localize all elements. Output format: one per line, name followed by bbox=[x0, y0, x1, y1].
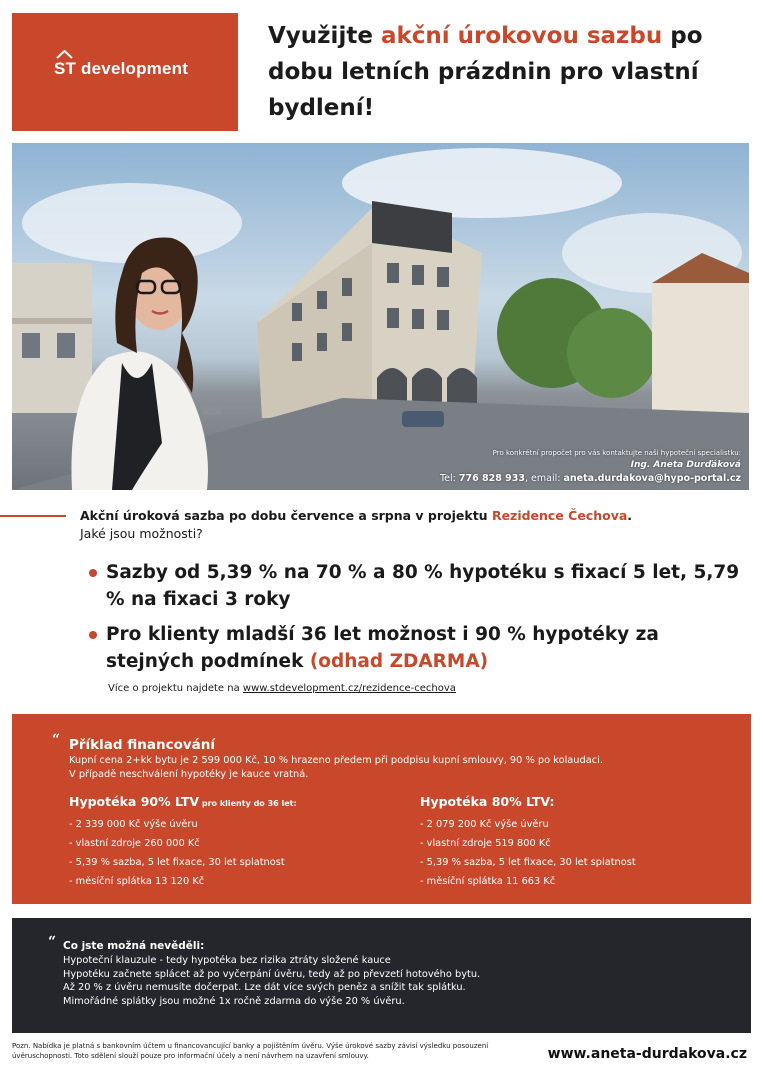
footnote: Pozn. Nabídka je platná s bankovním účtem u financovancující banky a pojištěním úvěru. Výše úrokové sazby závisí výsledku posouzení úvěruschopnosti. Toto sdělení slouží pouze pro informační účely a není návrhem na uzavření smlouvy. bbox=[12, 1042, 489, 1060]
hero-contact bbox=[440, 449, 741, 484]
contact-note: Pro konkrétní propočet pro vás kontaktujte naši hypoteční specialistku: bbox=[492, 449, 741, 457]
example-line1: Kupní cena 2+kk bytu je 2 599 000 Kč, 10 % hrazeno předem při podpisu kupní smlouvy, 90 % po kolaudaci. bbox=[69, 755, 603, 766]
contact-line bbox=[440, 473, 741, 484]
accent-rule bbox=[0, 515, 66, 517]
intro-bold: Akční úroková sazba po dobu července a srpna v projektu bbox=[80, 508, 492, 523]
bullet-text: Sazby od 5,39 % na 70 % a 80 % hypotéku s fixací 5 let, 5,79 % na fixaci 3 roky bbox=[106, 562, 740, 610]
list-item: Až 20 % z úvěru nemusíte dočerpat. Lze dát více svých peněz a snížit tak splátku. bbox=[63, 982, 466, 993]
bullet-dot bbox=[89, 569, 97, 577]
phone-label: Tel: bbox=[439, 473, 459, 484]
list-item: - vlastní zdroje 519 800 Kč bbox=[420, 838, 551, 849]
list-item: Hypoteční klauzule - tedy hypotéka bez rizika ztráty složené kauce bbox=[63, 955, 391, 966]
financing-example bbox=[12, 714, 751, 904]
phone-number[interactable]: 776 828 933 bbox=[458, 473, 525, 484]
email-label: , email: bbox=[524, 473, 564, 484]
list-item: - vlastní zdroje 260 000 Kč bbox=[69, 838, 200, 849]
logo-box bbox=[12, 13, 238, 131]
example-title: Příklad financování bbox=[69, 737, 216, 753]
headline bbox=[268, 18, 738, 126]
house-roof-icon bbox=[56, 50, 73, 59]
headline-part2: po dobu letních prázdnin pro vlastní bydlení! bbox=[268, 23, 703, 121]
quote-icon: “ bbox=[52, 732, 61, 748]
hero-image bbox=[12, 143, 749, 490]
bullet-item bbox=[89, 621, 749, 675]
list-item: - 2 079 200 Kč výše úvěru bbox=[420, 819, 549, 830]
intro-dot: . bbox=[627, 508, 633, 523]
intro bbox=[80, 507, 740, 543]
bullet-text: Pro klienty mladší 36 let možnost i 90 % hypotéky za stejných podmínek bbox=[106, 624, 659, 672]
list-item: - 5,39 % sazba, 5 let fixace, 30 let splatnost bbox=[69, 857, 285, 868]
did-you-know-title: Co jste možná nevěděli: bbox=[63, 940, 205, 952]
building-photo-illustration bbox=[12, 143, 749, 490]
mortgage-90-title bbox=[69, 794, 399, 809]
list-item: - 5,39 % sazba, 5 let fixace, 30 let splatnost bbox=[420, 857, 636, 868]
project-link[interactable]: www.stdevelopment.cz/rezidence-cechova bbox=[242, 683, 456, 694]
list-item: - měsíční splátka 13 120 Kč bbox=[69, 876, 205, 887]
bullet-dot bbox=[89, 631, 97, 639]
headline-part1: Využijte bbox=[268, 23, 381, 49]
mortgage-80-column bbox=[420, 794, 750, 891]
bullet-list bbox=[89, 559, 749, 683]
intro-question: Jaké jsou možnosti? bbox=[80, 526, 203, 541]
footer-website-link[interactable]: www.aneta-durdakova.cz bbox=[547, 1046, 747, 1062]
did-you-know-list bbox=[63, 954, 743, 1008]
example-text bbox=[69, 754, 729, 782]
contact-name: Ing. Aneta Durďáková bbox=[630, 460, 741, 470]
bullet-item bbox=[89, 559, 749, 613]
list-item: Hypotéku začnete splácet až po vyčerpání úvěru, tedy až po převzetí hotového bytu. bbox=[63, 968, 481, 980]
brand-logo bbox=[54, 59, 188, 79]
example-line2: V případě neschválení hypotéky je kauce vratná. bbox=[69, 769, 309, 780]
mortgage-80-title: Hypotéka 80% LTV: bbox=[420, 794, 555, 809]
quote-icon: “ bbox=[48, 934, 57, 950]
bullet-accent: (odhad ZDARMA) bbox=[309, 651, 489, 672]
mortgage-90-column bbox=[69, 794, 399, 891]
mortgage-90-title-note: pro klienty do 36 let: bbox=[199, 799, 297, 808]
project-name: Rezidence Čechova bbox=[491, 508, 628, 523]
mortgage-90-title-main: Hypotéka 90% LTV bbox=[69, 794, 200, 809]
list-item: - měsíční splátka 11 663 Kč bbox=[420, 876, 556, 887]
email-address[interactable]: aneta.durdakova@hypo-portal.cz bbox=[563, 473, 741, 484]
more-text: Více o projektu najdete na bbox=[108, 683, 243, 694]
logo-text: ST development bbox=[54, 59, 189, 78]
list-item: Mimořádné splátky jsou možné 1x ročně zdarma do výše 20 % úvěru. bbox=[63, 995, 405, 1007]
list-item: - 2 339 000 Kč výše úvěru bbox=[69, 819, 198, 830]
more-info bbox=[108, 683, 456, 694]
headline-accent: akční úrokovou sazbu bbox=[380, 23, 663, 49]
did-you-know bbox=[12, 918, 751, 1033]
